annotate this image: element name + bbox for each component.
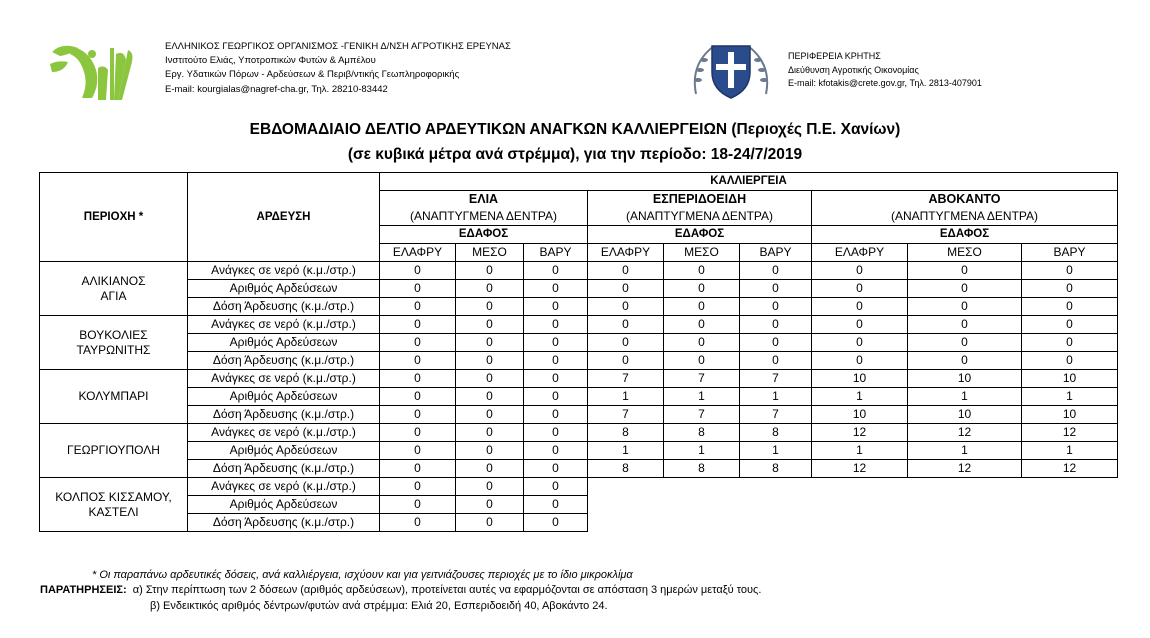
table-row: [40, 316, 1118, 334]
value-cell: 0: [456, 298, 524, 316]
value-cell: 10: [812, 406, 908, 424]
value-cell: 0: [664, 316, 740, 334]
value-cell: 0: [664, 262, 740, 280]
value-cell: 0: [1022, 280, 1118, 298]
value-cell: 0: [456, 460, 524, 478]
table-row: [40, 298, 1118, 316]
row-label: Αριθμός Αρδεύσεων: [188, 334, 380, 352]
empty-cell: [812, 478, 908, 496]
value-cell: 7: [664, 370, 740, 388]
soil-header: ΕΔΑΦΟΣ: [812, 226, 1118, 244]
remark-b: β) Ενδεικτικός αριθμός δέντρων/φυτών ανά στρέμμα: Ελιά 20, Εσπεριδοειδή 40, Αβοκάντο 24.: [150, 600, 608, 612]
header-left-line: E-mail: kourgialas@nagref-cha.gr, Τηλ. 28210-83442: [165, 83, 388, 95]
value-cell: 1: [664, 442, 740, 460]
value-cell: 0: [380, 280, 456, 298]
value-cell: 12: [1022, 424, 1118, 442]
value-cell: 0: [664, 334, 740, 352]
header-right-text: [788, 50, 1088, 91]
value-cell: 0: [1022, 352, 1118, 370]
value-cell: 1: [588, 388, 664, 406]
value-cell: 0: [524, 262, 588, 280]
empty-cell: [812, 514, 908, 532]
region-name: ΒΟΥΚΟΛΙΕΣ ΤΑΥΡΩΝΙΤΗΣ: [40, 316, 188, 370]
value-cell: 12: [1022, 460, 1118, 478]
table-row: [40, 334, 1118, 352]
value-cell: 0: [812, 334, 908, 352]
value-cell: 0: [380, 388, 456, 406]
empty-cell: [1022, 478, 1118, 496]
crop-subtitle: (ΑΝΑΠΤΥΓΜΕΝΑ ΔΕΝΤΡΑ): [812, 208, 1118, 226]
value-cell: 10: [812, 370, 908, 388]
greek-coat-of-arms-icon: [688, 36, 774, 106]
value-cell: 0: [456, 388, 524, 406]
value-cell: 0: [524, 316, 588, 334]
value-cell: 0: [1022, 298, 1118, 316]
value-cell: 1: [908, 388, 1022, 406]
value-cell: 0: [588, 316, 664, 334]
value-cell: 10: [908, 406, 1022, 424]
irrigation-header: ΑΡΔΕΥΣΗ: [188, 173, 380, 262]
value-cell: 0: [380, 442, 456, 460]
header-left-text: [165, 40, 565, 97]
empty-cell: [664, 478, 740, 496]
value-cell: 0: [524, 406, 588, 424]
value-cell: 0: [524, 478, 588, 496]
value-cell: 0: [908, 352, 1022, 370]
value-cell: 0: [456, 442, 524, 460]
value-cell: 8: [664, 424, 740, 442]
header-left-line: Ινστιτούτο Ελιάς, Υποτροπικών Φυτών & Αμπέλου: [165, 55, 376, 67]
soil-type: ΕΛΑΦΡΥ: [380, 244, 456, 262]
empty-cell: [740, 496, 812, 514]
table-row: [40, 424, 1118, 442]
value-cell: 0: [812, 262, 908, 280]
value-cell: 0: [456, 262, 524, 280]
value-cell: 0: [524, 352, 588, 370]
irrigation-table: [39, 172, 1118, 532]
value-cell: 0: [380, 496, 456, 514]
value-cell: 0: [380, 334, 456, 352]
document-subtitle: (σε κυβικά μέτρα ανά στρέμμα), για την περίοδο: 18-24/7/2019: [347, 146, 803, 163]
value-cell: 0: [524, 280, 588, 298]
value-cell: 1: [740, 388, 812, 406]
soil-type: ΜΕΣΟ: [908, 244, 1022, 262]
value-cell: 1: [740, 442, 812, 460]
table-row: [40, 388, 1118, 406]
value-cell: 0: [380, 262, 456, 280]
value-cell: 12: [812, 460, 908, 478]
empty-cell: [588, 514, 664, 532]
row-label: Αριθμός Αρδεύσεων: [188, 280, 380, 298]
value-cell: 0: [456, 352, 524, 370]
region-name: ΓΕΩΡΓΙΟΥΠΟΛΗ: [40, 424, 188, 478]
value-cell: 0: [664, 352, 740, 370]
crop-name: ΕΣΠΕΡΙΔΟΕΙΔΗ: [588, 191, 812, 209]
table-row: [40, 352, 1118, 370]
elgo-logo-icon: [48, 40, 158, 102]
value-cell: 12: [812, 424, 908, 442]
value-cell: 0: [812, 352, 908, 370]
empty-cell: [1022, 514, 1118, 532]
value-cell: 0: [588, 262, 664, 280]
value-cell: 7: [664, 406, 740, 424]
table-row: [40, 262, 1118, 280]
value-cell: 0: [664, 280, 740, 298]
value-cell: 0: [1022, 316, 1118, 334]
soil-type: ΒΑΡΥ: [1022, 244, 1118, 262]
row-label: Αριθμός Αρδεύσεων: [188, 442, 380, 460]
value-cell: 12: [908, 424, 1022, 442]
value-cell: 12: [908, 460, 1022, 478]
value-cell: 0: [588, 298, 664, 316]
value-cell: 10: [908, 370, 1022, 388]
region-name: ΚΟΛΠΟΣ ΚΙΣΣΑΜΟΥ, ΚΑΣΤΕΛΙ: [40, 478, 188, 532]
value-cell: 0: [524, 298, 588, 316]
value-cell: 0: [740, 352, 812, 370]
value-cell: 0: [456, 334, 524, 352]
value-cell: 0: [524, 496, 588, 514]
value-cell: 0: [588, 280, 664, 298]
region-header: ΠΕΡΙΟΧΗ *: [40, 173, 188, 262]
value-cell: 0: [380, 514, 456, 532]
value-cell: 0: [524, 442, 588, 460]
row-label: Δόση Άρδευσης (κ.μ./στρ.): [188, 406, 380, 424]
value-cell: 0: [524, 514, 588, 532]
value-cell: 7: [588, 406, 664, 424]
header-right-line: E-mail: kfotakis@crete.gov.gr, Τηλ. 2813-407901: [788, 78, 982, 88]
remark-a: α) Στην περίπτωση των 2 δόσεων (αριθμός αρδεύσεων), προτείνεται αυτές να εφαρμόζονται σε απόσταση 3 ημερών μεταξύ τους.: [132, 584, 762, 596]
value-cell: 7: [588, 370, 664, 388]
value-cell: 0: [908, 262, 1022, 280]
value-cell: 0: [380, 316, 456, 334]
row-label: Ανάγκες σε νερό (κ.μ./στρ.): [188, 478, 380, 496]
crops-header: ΚΑΛΛΙΕΡΓΕΙΑ: [380, 173, 1118, 191]
value-cell: 1: [1022, 442, 1118, 460]
empty-cell: [664, 496, 740, 514]
row-label: Αριθμός Αρδεύσεων: [188, 388, 380, 406]
remark-a-line: [40, 583, 761, 599]
table-row: [40, 496, 1118, 514]
row-label: Δόση Άρδευσης (κ.μ./στρ.): [188, 460, 380, 478]
table-row: [40, 514, 1118, 532]
value-cell: 0: [908, 298, 1022, 316]
empty-cell: [812, 496, 908, 514]
region-name: ΑΛΙΚΙΑΝΟΣ ΑΓΙΑ: [40, 262, 188, 316]
row-label: Αριθμός Αρδεύσεων: [188, 496, 380, 514]
soil-type: ΜΕΣΟ: [456, 244, 524, 262]
table-row: [40, 442, 1118, 460]
crop-subtitle: (ΑΝΑΠΤΥΓΜΕΝΑ ΔΕΝΤΡΑ): [588, 208, 812, 226]
value-cell: 7: [740, 406, 812, 424]
row-label: Ανάγκες σε νερό (κ.μ./στρ.): [188, 262, 380, 280]
row-label: Δόση Άρδευσης (κ.μ./στρ.): [188, 352, 380, 370]
value-cell: 0: [380, 406, 456, 424]
value-cell: 0: [740, 280, 812, 298]
value-cell: 0: [1022, 262, 1118, 280]
value-cell: 0: [456, 370, 524, 388]
value-cell: 0: [740, 334, 812, 352]
value-cell: 0: [524, 424, 588, 442]
value-cell: 10: [1022, 370, 1118, 388]
empty-cell: [664, 514, 740, 532]
empty-cell: [740, 514, 812, 532]
header-right-line: Διεύθυνση Αγροτικής Οικονομίας: [788, 64, 919, 75]
value-cell: 8: [664, 460, 740, 478]
value-cell: 0: [524, 370, 588, 388]
value-cell: 0: [908, 316, 1022, 334]
empty-cell: [740, 478, 812, 496]
table-row: [40, 370, 1118, 388]
value-cell: 0: [908, 280, 1022, 298]
value-cell: 0: [588, 352, 664, 370]
value-cell: 0: [740, 298, 812, 316]
value-cell: 0: [908, 334, 1022, 352]
value-cell: 0: [740, 262, 812, 280]
value-cell: 0: [380, 460, 456, 478]
value-cell: 0: [456, 514, 524, 532]
value-cell: 0: [380, 478, 456, 496]
value-cell: 0: [380, 352, 456, 370]
value-cell: 0: [380, 298, 456, 316]
empty-cell: [908, 496, 1022, 514]
soil-type: ΜΕΣΟ: [664, 244, 740, 262]
value-cell: 8: [740, 424, 812, 442]
value-cell: 0: [812, 298, 908, 316]
value-cell: 0: [456, 316, 524, 334]
soil-type: ΒΑΡΥ: [740, 244, 812, 262]
value-cell: 0: [524, 334, 588, 352]
remarks-label: ΠΑΡΑΤΗΡΗΣΕΙΣ:: [40, 584, 127, 596]
value-cell: 8: [588, 424, 664, 442]
crop-name: ΑΒΟΚΑΝΤΟ: [812, 191, 1118, 209]
value-cell: 0: [664, 298, 740, 316]
table-row: [40, 406, 1118, 424]
value-cell: 10: [1022, 406, 1118, 424]
soil-header: ΕΔΑΦΟΣ: [380, 226, 588, 244]
value-cell: 8: [740, 460, 812, 478]
value-cell: 8: [588, 460, 664, 478]
value-cell: 7: [740, 370, 812, 388]
value-cell: 0: [456, 280, 524, 298]
value-cell: 0: [812, 316, 908, 334]
header-left-line: ΕΛΛΗΝΙΚΟΣ ΓΕΩΡΓΙΚΟΣ ΟΡΓΑΝΙΣΜΟΣ -ΓΕΝΙΚΗ Δ/ΝΣΗ ΑΓΡΟΤΙΚΗΣ ΕΡΕΥΝΑΣ: [165, 41, 511, 52]
document-title: ΕΒΔΟΜΑΔΙΑΙΟ ΔΕΛΤΙΟ ΑΡΔΕΥΤΙΚΩΝ ΑΝΑΓΚΩΝ ΚΑΛΛΙΕΡΓΕΙΩΝ (Περιοχές Π.Ε. Χανίων): [249, 121, 901, 138]
value-cell: 1: [908, 442, 1022, 460]
value-cell: 0: [456, 406, 524, 424]
header-left-line: Εργ. Υδατικών Πόρων - Αρδεύσεων & Περιβ/ντικής Γεωπληροφορικής: [165, 69, 460, 81]
value-cell: 0: [380, 424, 456, 442]
value-cell: 1: [1022, 388, 1118, 406]
crop-subtitle: (ΑΝΑΠΤΥΓΜΕΝΑ ΔΕΝΤΡΑ): [380, 208, 588, 226]
empty-cell: [1022, 496, 1118, 514]
soil-header: ΕΔΑΦΟΣ: [588, 226, 812, 244]
header-right-line: ΠΕΡΙΦΕΡΕΙΑ ΚΡΗΤΗΣ: [788, 51, 881, 61]
table-row: [40, 280, 1118, 298]
soil-type: ΕΛΑΦΡΥ: [812, 244, 908, 262]
value-cell: 0: [524, 388, 588, 406]
soil-type: ΕΛΑΦΡΥ: [588, 244, 664, 262]
value-cell: 0: [456, 424, 524, 442]
value-cell: 0: [456, 478, 524, 496]
value-cell: 0: [812, 280, 908, 298]
empty-cell: [908, 514, 1022, 532]
row-label: Ανάγκες σε νερό (κ.μ./στρ.): [188, 370, 380, 388]
table-row: [40, 478, 1118, 496]
star-note: * Οι παραπάνω αρδευτικές δόσεις, ανά καλλιέργεια, ισχύουν και για γειτνιάζουσες περιοχές με το ίδιο μικροκλίμα: [92, 569, 633, 581]
value-cell: 0: [524, 460, 588, 478]
value-cell: 0: [380, 370, 456, 388]
value-cell: 1: [812, 442, 908, 460]
row-label: Δόση Άρδευσης (κ.μ./στρ.): [188, 298, 380, 316]
value-cell: 1: [664, 388, 740, 406]
value-cell: 1: [588, 442, 664, 460]
table-row: [40, 460, 1118, 478]
empty-cell: [908, 478, 1022, 496]
row-label: Δόση Άρδευσης (κ.μ./στρ.): [188, 514, 380, 532]
value-cell: 0: [1022, 334, 1118, 352]
region-name: ΚΟΛΥΜΠΑΡΙ: [40, 370, 188, 424]
header-row: [40, 173, 1118, 191]
row-label: Ανάγκες σε νερό (κ.μ./στρ.): [188, 316, 380, 334]
row-label: Ανάγκες σε νερό (κ.μ./στρ.): [188, 424, 380, 442]
value-cell: 0: [456, 496, 524, 514]
value-cell: 0: [740, 316, 812, 334]
value-cell: 1: [812, 388, 908, 406]
crop-name: ΕΛΙΑ: [380, 191, 588, 209]
value-cell: 0: [588, 334, 664, 352]
empty-cell: [588, 496, 664, 514]
soil-type: ΒΑΡΥ: [524, 244, 588, 262]
empty-cell: [588, 478, 664, 496]
